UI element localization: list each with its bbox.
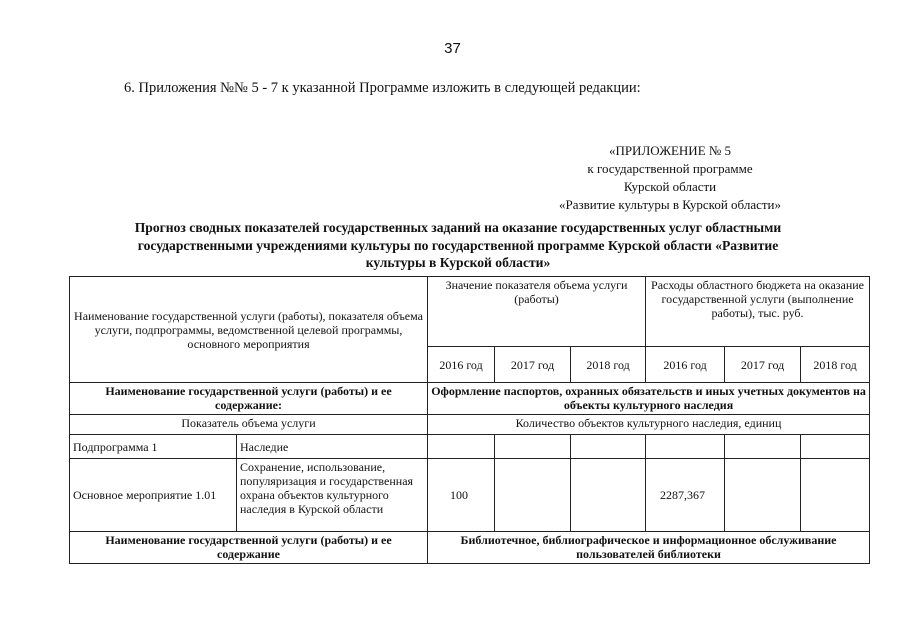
intro-text: 6. Приложения №№ 5 - 7 к указанной Программе изложить в следующей редакции:	[124, 80, 641, 96]
header-year-value-2017: 2017 год	[495, 347, 571, 383]
measure-row	[70, 459, 870, 532]
header-row-groups	[70, 277, 870, 347]
subprogram-name: Наследие	[237, 435, 428, 459]
header-expense-group: Расходы областного бюджета на оказание государственной услуги (выполнение работы), тыс. руб.	[646, 277, 870, 347]
table-cell	[495, 459, 571, 532]
appendix-header	[538, 142, 802, 214]
appendix-line-1: «ПРИЛОЖЕНИЕ № 5	[608, 143, 732, 158]
appendix-line-3: Курской области	[623, 179, 717, 194]
table-cell	[646, 435, 725, 459]
header-year-value-2016: 2016 год	[428, 347, 495, 383]
service-1-value: Оформление паспортов, охранных обязательств и иных учетных документов на объекты культурного наследия	[428, 383, 870, 415]
indicator-row	[70, 415, 870, 435]
header-year-expense-2018: 2018 год	[801, 347, 870, 383]
table-cell	[571, 435, 646, 459]
header-year-value-2018: 2018 год	[571, 347, 646, 383]
indicator-label: Показатель объема услуги	[70, 415, 428, 435]
title-line-3: культуры в Курской области»	[365, 255, 551, 270]
measure-expense-2016: 2287,367	[646, 459, 725, 532]
page-number: 37	[444, 40, 461, 57]
header-year-expense-2016: 2016 год	[646, 347, 725, 383]
header-value-group: Значение показателя объема услуги (работы)	[428, 277, 646, 347]
service-2-value: Библиотечное, библиографическое и информационное обслуживание пользователей библиотеки	[428, 532, 870, 564]
subprogram-label: Подпрограмма 1	[70, 435, 237, 459]
service-2-row	[70, 532, 870, 564]
measure-label: Основное мероприятие 1.01	[70, 459, 237, 532]
appendix-line-4: «Развитие культуры в Курской области»	[558, 197, 782, 212]
table-cell	[495, 435, 571, 459]
measure-value-2016: 100	[428, 459, 495, 532]
title-line-1: Прогноз сводных показателей государственных заданий на оказание государственных услуг областными	[134, 220, 782, 235]
document-title	[88, 219, 828, 272]
title-line-2: государственными учреждениями культуры по государственной программе Курской области «Развитие	[137, 237, 779, 253]
service-1-label: Наименование государственной услуги (работы) и ее содержание:	[70, 383, 428, 415]
header-name-column: Наименование государственной услуги (работы), показателя объема услуги, подпрограммы, ведомственной целевой программы, основного мероприятия	[70, 277, 428, 383]
table-cell	[725, 435, 801, 459]
table-cell	[571, 459, 646, 532]
table-cell	[725, 459, 801, 532]
service-2-label: Наименование государственной услуги (работы) и ее содержание	[70, 532, 428, 564]
table-cell	[428, 435, 495, 459]
table-cell	[801, 435, 870, 459]
forecast-table	[69, 276, 870, 564]
table-cell	[801, 459, 870, 532]
subprogram-row	[70, 435, 870, 459]
header-year-expense-2017: 2017 год	[725, 347, 801, 383]
service-1-row	[70, 383, 870, 415]
measure-name: Сохранение, использование, популяризация и государственная охрана объектов культурного наследия в Курской области	[237, 459, 428, 532]
appendix-line-2: к государственной программе	[587, 161, 753, 176]
indicator-value: Количество объектов культурного наследия, единиц	[428, 415, 870, 435]
